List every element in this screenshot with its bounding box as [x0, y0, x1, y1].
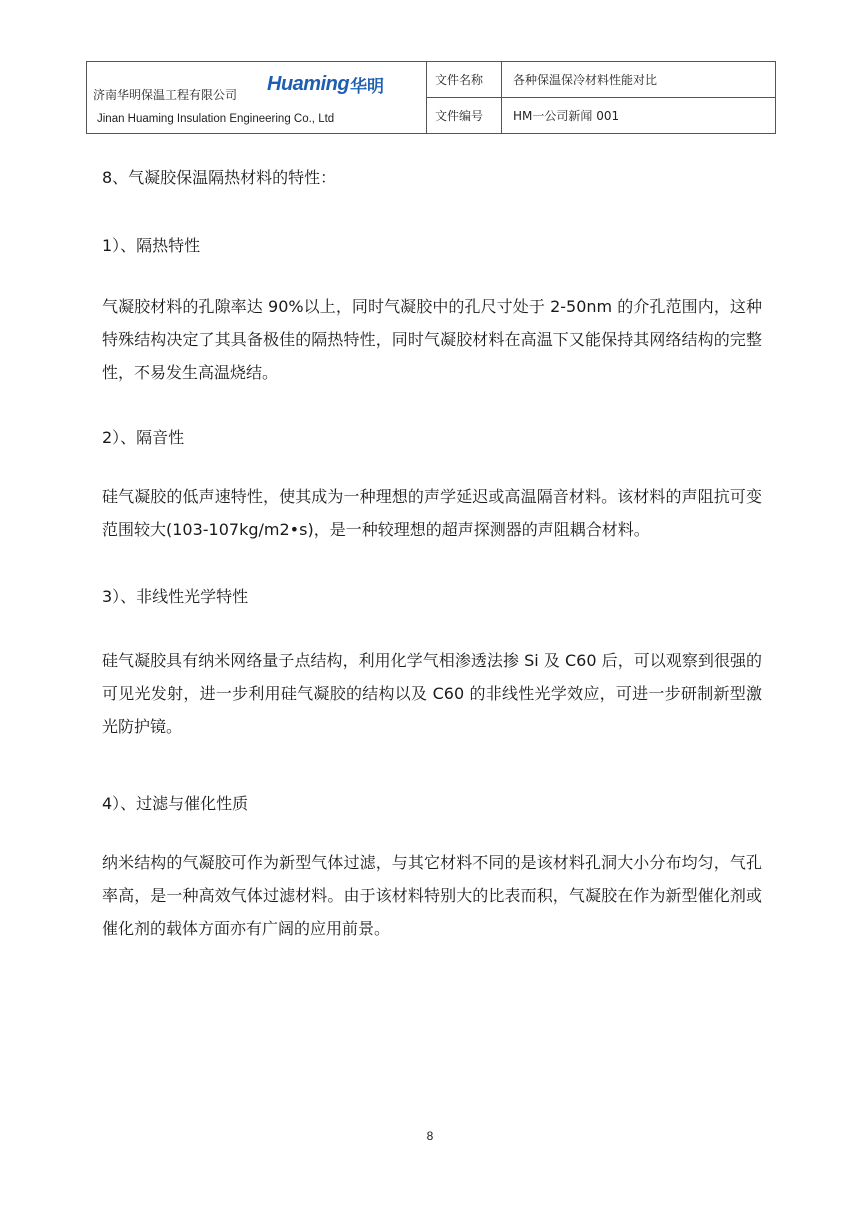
- file-number-value: HM一公司新闻 001: [513, 109, 620, 123]
- logo-cn: 华明: [350, 76, 385, 97]
- section-title-insulation: 1）、隔热特性: [102, 236, 201, 255]
- page-number: 8: [426, 1129, 434, 1143]
- company-name-cn: 济南华明保温工程有限公司: [93, 88, 238, 102]
- file-name-value: 各种保温保冷材料性能对比: [513, 73, 658, 87]
- document-meta: [427, 62, 775, 133]
- section-title-optical: 3）、非线性光学特性: [102, 587, 249, 606]
- logo-text: Huaming: [267, 72, 350, 95]
- meta-row-file-number: [427, 97, 775, 133]
- document-header: [86, 61, 776, 134]
- section-text-optical: 硅气凝胶具有纳米网络量子点结构，利用化学气相渗透法掺 Si 及 C60 后，可以观察到很强的可见光发射，进一步利用硅气凝胶的结构以及 C60 的非线性光学效应，可进一步研制新型激光防护镜。: [102, 651, 762, 736]
- section-text-insulation: 气凝胶材料的孔隙率达 90%以上，同时气凝胶中的孔尺寸处于 2-50nm 的介孔范围内，这种特殊结构决定了其具备极佳的隔热特性，同时气凝胶材料在高温下又能保持其网络结构的完整性，不易发生高温烧结。: [102, 297, 762, 382]
- company-name-en: Jinan Huaming Insulation Engineering Co., Ltd: [97, 113, 335, 125]
- file-number-label: 文件编号: [427, 98, 502, 133]
- huaming-logo: [267, 70, 384, 98]
- section-text-sound: 硅气凝胶的低声速特性，使其成为一种理想的声学延迟或高温隔音材料。该材料的声阻抗可变范围较大(103-107kg/m2•s)，是一种较理想的超声探测器的声阻耦合材料。: [102, 487, 762, 539]
- section-title-filtration: 4）、过滤与催化性质: [102, 794, 249, 813]
- main-heading: 8、气凝胶保温隔热材料的特性：: [102, 168, 337, 187]
- section-text-filtration: 纳米结构的气凝胶可作为新型气体过滤，与其它材料不同的是该材料孔洞大小分布均匀，气孔率高，是一种高效气体过滤材料。由于该材料特别大的比表而积，气凝胶在作为新型催化剂或催化剂的载体方面亦有广阔的应用前景。: [102, 853, 762, 938]
- meta-row-file-name: [427, 62, 775, 97]
- file-name-label: 文件名称: [427, 62, 502, 97]
- company-cell: [87, 62, 427, 133]
- section-title-sound: 2）、隔音性: [102, 428, 185, 447]
